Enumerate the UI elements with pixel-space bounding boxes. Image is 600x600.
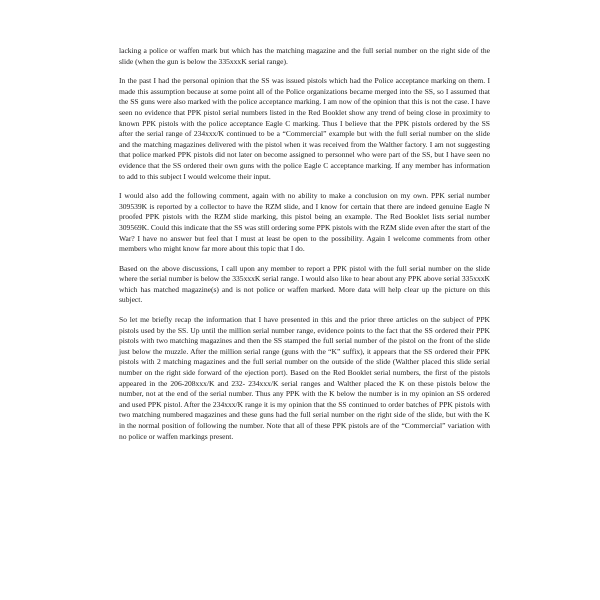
paragraph-2: In the past I had the personal opinion that the SS was issued pistols which had the Police acceptance marking on them. I made this assumption because at some point all of the Police organizations became merged into the SS, so I assumed that the SS guns were also marked with the police acceptance marking. I am now of the opinion that this is not the case. I have seen no evidence that PPK pistol serial numbers listed in the Red Booklet show any trend of being close in proximity to known PPK pistols with the police acceptance Eagle C marking. Thus I believe that the PPK pistols ordered by the SS after the serial range of 234xxx/K continued to be a “Commercial” example but with the full serial number on the slide and the matching magazines delivered with the pistol when it was received from the Walther factory. I am not suggesting that police marked PPK pistols did not later on become assigned to personnel who were part of the SS, but I have seen no evidence that the SS ordered their own guns with the police Eagle C acceptance marking. If any member has information to add to this subject I would welcome their input.	[119, 76, 490, 181]
paragraph-3: I would also add the following comment, again with no ability to make a conclusion on my own. PPK serial number 309539K is reported by a collector to have the RZM slide, and I know for certain that there are indeed genuine Eagle N proofed PPK pistols with the RZM slide marking, this pistol being an example. The Red Booklet lists serial number 309569K. Could this indicate that the SS was still ordering some PPK pistols with the RZM slide even after the start of the War? I have no answer but feel that I must at least be open to the possibility. Again I welcome comments from other members who might know far more about this topic that I do.	[119, 191, 490, 254]
paragraph-5: So let me briefly recap the information that I have presented in this and the prior three articles on the subject of PPK pistols used by the SS. Up until the million serial number range, evidence points to the fact that the SS ordered their PPK pistols with two matching magazines and then the SS stamped the full serial number of the pistol on the front of the slide just below the muzzle. After the million serial range (guns with the “K” suffix), it appears that the SS ordered their PPK pistols with 2 matching magazines and the full serial number on the outside of the slide (Walther placed this slide serial number on the right side forward of the ejection port). Based on the Red Booklet serial numbers, the first of the pistols appeared in the 206-208xxx/K and 232- 234xxx/K serial ranges and Walther placed the K on these pistols below the number, not at the end of the serial number. Thus any PPK with the K below the number is in my opinion an SS ordered and used PPK pistol. After the 234xxx/K range it is my opinion that the SS continued to order batches of PPK pistols with two matching numbered magazines and these guns had the full serial number on the right side of the slide, but with the K in the normal position of following the number. Note that all of these PPK pistols are of the “Commercial” variation with no police or waffen markings present.	[119, 315, 490, 441]
paragraph-4: Based on the above discussions, I call upon any member to report a PPK pistol with the full serial number on the slide where the serial number is below the 335xxxK serial range. I would also like to hear about any PPK above serial 335xxxK which has matched magazine(s) and is not police or waffen marked. More data will help clear up the picture on this subject.	[119, 263, 490, 305]
paragraph-1: lacking a police or waffen mark but which has the matching magazine and the full serial number on the right side of the slide (when the gun is below the 335xxxK serial range).	[119, 46, 490, 66]
